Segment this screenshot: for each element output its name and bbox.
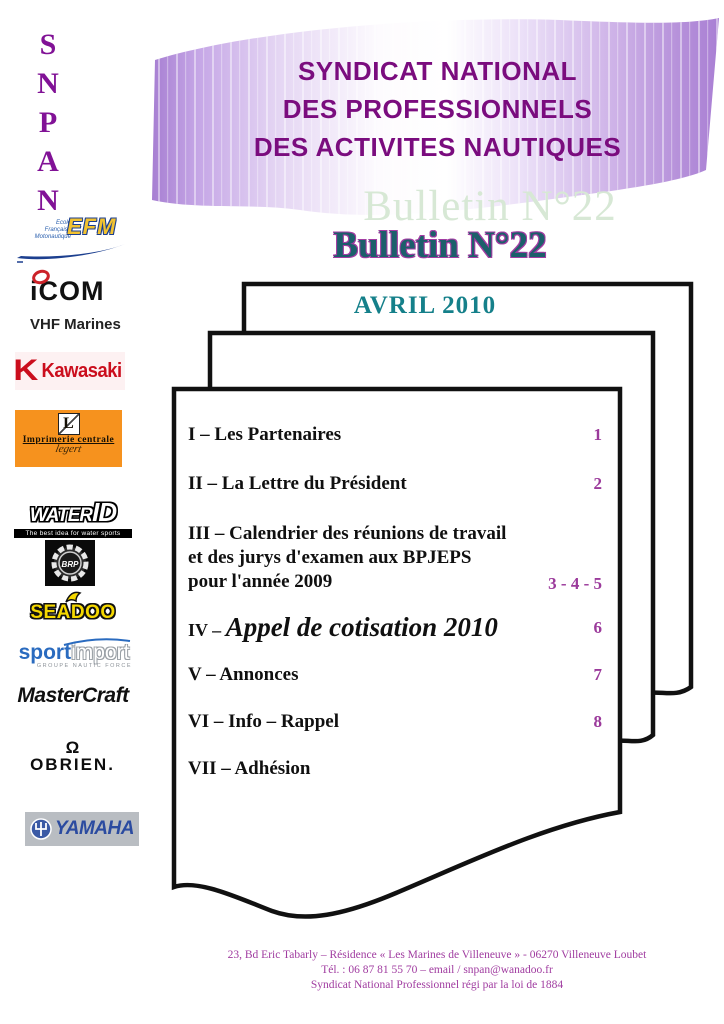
toc-item-label: III – Calendrier des réunions de travail et des jurys d'examen aux BPJEPS pour l'année 2009 <box>188 523 507 592</box>
sea-doo-word2: DOO <box>70 602 116 623</box>
sea-doo-dolphin-icon <box>64 588 86 604</box>
kawasaki-logo <box>12 352 125 390</box>
obrien-wordmark: OBRIEN. <box>30 755 115 774</box>
banner-title-line-1: SYNDICAT NATIONAL <box>297 56 578 86</box>
footer-contact: Tél. : 06 87 81 55 70 – email / snpan@wanadoo.fr <box>321 964 553 976</box>
toc-item-calendrier <box>188 522 602 594</box>
efm-logo <box>15 214 127 266</box>
banner-title-line-2: DES PROFESSIONNELS <box>282 94 593 124</box>
toc-item-label: VI – Info – Rappel <box>188 711 339 732</box>
water-id-tagline: The best idea for water sports <box>14 529 132 538</box>
kawasaki-k-icon: K <box>12 354 38 387</box>
acronym-letter: N <box>37 184 59 217</box>
water-id-wordmark: WATERID <box>29 497 117 527</box>
efm-swoosh-icon <box>15 242 127 264</box>
acronym-letter: P <box>38 106 58 139</box>
toc-item-partenaires <box>188 424 602 446</box>
footer-address: 23, Bd Eric Tabarly – Résidence « Les Marines de Villeneuve » - 06270 Villeneuve Loubet <box>227 949 647 961</box>
bulletin-title-ghost: Bulletin N°22 <box>363 183 617 230</box>
bulletin-title: Bulletin N°22 <box>333 225 547 266</box>
water-id-logo <box>14 497 132 538</box>
imprimerie-l-icon: L <box>58 413 80 435</box>
toc-item-appel-cotisation <box>188 612 602 643</box>
toc-item-adhesion <box>188 758 602 780</box>
icom-logo <box>30 276 130 333</box>
sportimport-tagline: GROUPE NAUTIC FORCE <box>36 663 132 669</box>
toc-item-label: II – La Lettre du Président <box>188 473 407 494</box>
efm-logo-text: Ecole Française Motonautique <box>34 220 71 240</box>
toc-item-page: 8 <box>593 712 602 731</box>
footer-legal: Syndicat National Professionnel régi par la loi de 1884 <box>310 979 564 991</box>
imprimerie-centrale-logo <box>15 410 122 467</box>
toc-item-lettre-president <box>188 473 602 495</box>
sportimport-swoosh-icon <box>62 638 132 646</box>
efm-wordmark: EFM <box>67 214 117 239</box>
toc-item-label: IV – Appel de cotisation 2010 <box>188 612 498 642</box>
acronym-letter: A <box>37 145 59 178</box>
toc-item-annonces <box>188 664 602 686</box>
obrien-logo <box>25 740 120 775</box>
toc-item-label: I – Les Partenaires <box>188 424 342 445</box>
icom-subtitle: VHF Marines <box>30 316 121 333</box>
footer <box>150 948 724 993</box>
icom-wordmark: iCOM <box>30 276 105 306</box>
imprimerie-wordmark: Imprimerie centrale <box>22 435 115 445</box>
toc-item-page: 1 <box>593 425 602 444</box>
toc-item-page: 2 <box>593 474 602 493</box>
acronym-letter: N <box>37 67 59 100</box>
sportimport-logo <box>10 641 138 669</box>
kawasaki-wordmark: Kawasaki <box>41 359 122 382</box>
brp-gear-icon <box>49 542 91 584</box>
obrien-omega-icon: Ω <box>65 738 80 757</box>
banner-title-line-3: DES ACTIVITES NAUTIQUES <box>253 132 622 162</box>
svg-text:BRP: BRP <box>61 560 79 569</box>
sportimport-wordmark: sportimport <box>18 641 130 664</box>
toc-item-label: VII – Adhésion <box>188 758 311 779</box>
sea-doo-logo <box>14 592 132 624</box>
acronym-letter: S <box>39 28 57 61</box>
issue-date: AVRIL 2010 <box>353 292 497 319</box>
table-of-contents <box>188 424 602 780</box>
mastercraft-logo: MasterCraft <box>17 684 129 707</box>
toc-item-info-rappel <box>188 711 602 733</box>
toc-item-page: 3 - 4 - 5 <box>548 574 602 593</box>
sea-doo-word1: SEA <box>30 602 71 623</box>
brp-logo <box>45 540 95 586</box>
toc-item-label: V – Annonces <box>188 664 299 685</box>
toc-item-page: 7 <box>593 665 602 684</box>
imprimerie-script: legert <box>54 443 83 455</box>
yamaha-wordmark: YAMAHA <box>55 818 134 839</box>
yamaha-logo <box>25 812 139 846</box>
yamaha-tuning-fork-icon <box>30 818 52 840</box>
toc-item-page: 6 <box>593 617 602 637</box>
